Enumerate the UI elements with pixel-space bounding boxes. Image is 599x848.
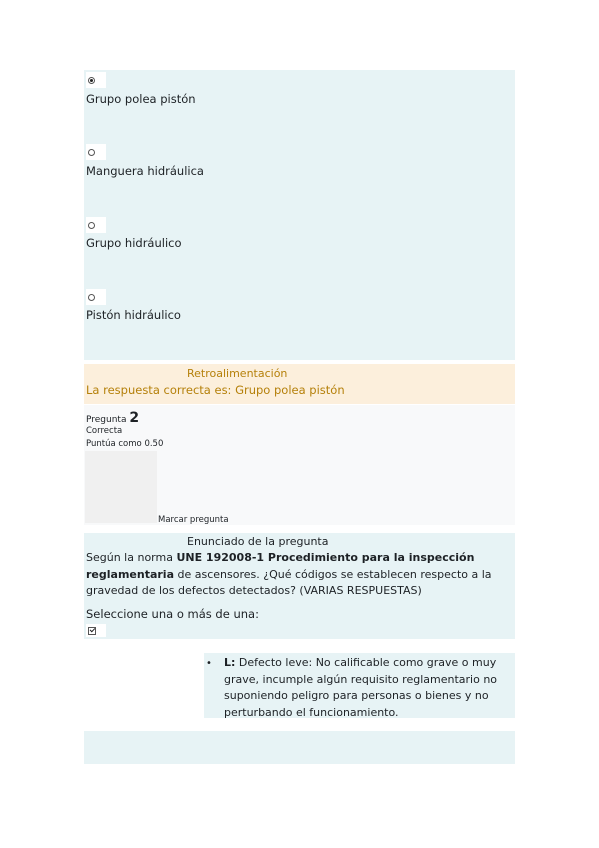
choice-text: L: Defecto leve: No calificable como grave o muy grave, incumple algún requisito reglamentario no suponiendo peligro para personas o bienes y no perturbando el funcionamiento.: [224, 656, 498, 719]
statement-header: Enunciado de la pregunta: [187, 535, 329, 548]
question-number-label: Pregunta 2: [86, 410, 140, 426]
feedback-text: La respuesta correcta es: Grupo polea pistón: [86, 383, 345, 397]
feedback-panel: [84, 364, 515, 404]
radio-button[interactable]: [86, 144, 106, 160]
choice-code: L:: [224, 656, 236, 669]
question-state: Correcta: [86, 426, 123, 436]
option-label: Grupo hidráulico: [86, 236, 182, 250]
flag-icon[interactable]: [85, 451, 157, 523]
next-block: [84, 731, 515, 764]
feedback-title: Retroalimentación: [187, 367, 288, 380]
radio-empty-icon: [88, 294, 95, 301]
question-info: [84, 405, 515, 525]
checkbox-checked-icon: [88, 627, 96, 635]
radio-empty-icon: [88, 149, 95, 156]
checkbox[interactable]: [86, 624, 106, 637]
bullet-icon: •: [206, 658, 212, 669]
radio-button[interactable]: [86, 72, 106, 88]
question-grade: Puntúa como 0.50: [86, 439, 164, 449]
question-number: 2: [129, 410, 140, 426]
option-label: Grupo polea pistón: [86, 92, 196, 106]
statement-text: Según la norma UNE 192008-1 Procedimiento para la inspección reglamentaria de ascensores. ¿Qué códigos se establecen respecto a la gravedad de los defectos detectados? (VARIAS RESPUESTAS): [86, 551, 492, 597]
answer-prompt: Seleccione una o más de una:: [86, 607, 259, 621]
choice-item[interactable]: [204, 653, 515, 718]
radio-button[interactable]: [86, 217, 106, 233]
radio-empty-icon: [88, 222, 95, 229]
option-label: Manguera hidráulica: [86, 164, 204, 178]
question-statement: [84, 533, 515, 639]
option-label: Pistón hidráulico: [86, 308, 181, 322]
radio-button[interactable]: [86, 289, 106, 305]
radio-selected-icon: [88, 77, 95, 84]
answer-options: [84, 70, 515, 360]
flag-question-link[interactable]: Marcar pregunta: [158, 515, 229, 525]
norm-reference: UNE 192008-1 Procedimiento para la inspección reglamentaria: [86, 551, 475, 581]
